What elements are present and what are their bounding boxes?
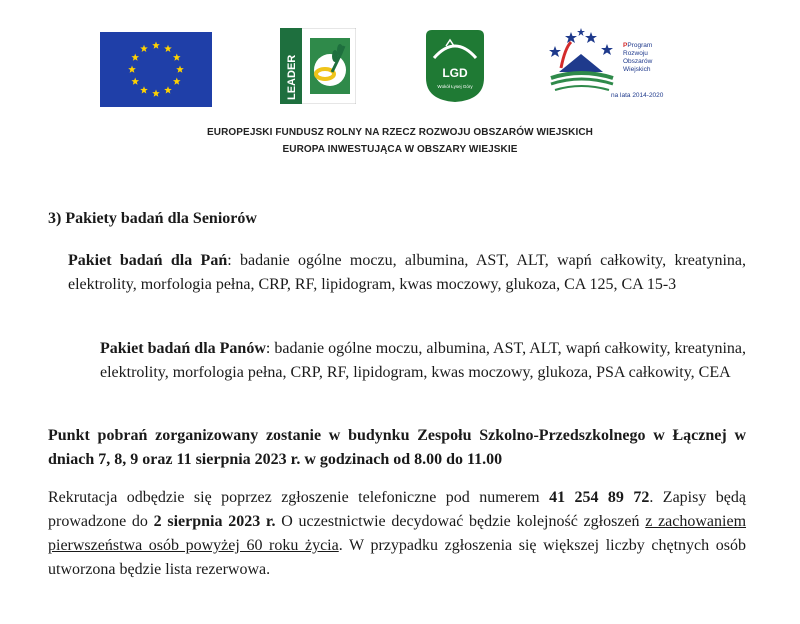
lgd-logo xyxy=(420,28,490,104)
recruitment-text-2: . Zapisy będą prowadzone do xyxy=(48,489,746,530)
section-title: 3) Pakiety badań dla Seniorów xyxy=(48,210,257,227)
fund-line-2: EUROPA INWESTUJĄCA W OBSZARY WIEJSKIE xyxy=(282,144,518,155)
location-notice: Punkt pobrań zorganizowany zostanie w budynku Zespołu Szkolno-Przedszkolnego w Łącznej w dniach 7, 8, 9 oraz 11 sierpnia 2023 r. w godzinach od 8.00 do 11.00 xyxy=(48,427,746,468)
leader-text: LEADER xyxy=(286,54,298,100)
recruitment-text-3: O uczestnictwie decydować będzie kolejność zgłoszeń xyxy=(275,513,646,530)
phone-number: 41 254 89 72 xyxy=(549,489,650,506)
women-package-text: : badanie ogólne moczu, albumina, AST, ALT, wapń całkowity, kreatynina, elektrolity, morfologia pełna, CRP, RF, lipidogram, kwas moczowy, glukoza, CA 125, CA 15-3 xyxy=(68,252,746,293)
prow-years: na lata 2014-2020 xyxy=(611,92,664,99)
men-package xyxy=(100,337,746,385)
recruitment-text-1: Rekrutacja odbędzie się poprzez zgłoszenie telefoniczne pod numerem xyxy=(48,489,550,506)
priority-note: z zachowaniem pierwszeństwa osób powyżej 60 roku życia xyxy=(48,513,747,554)
leader-logo xyxy=(280,28,356,104)
deadline-date: 2 sierpnia 2023 r. xyxy=(153,513,276,530)
recruitment-paragraph xyxy=(48,486,746,582)
recruitment-text-4: . W przypadku zgłoszenia się większej liczby chętnych osób utworzona będzie lista rezerwowa. xyxy=(48,537,746,578)
prow-line-3: Obszarów xyxy=(623,58,653,65)
lgd-text: LGD xyxy=(442,66,468,80)
prow-line-2: Rozwoju xyxy=(623,50,648,57)
prow-line-1: Program xyxy=(627,42,653,49)
lgd-caption: Wokół Łysej Góry xyxy=(437,84,473,89)
men-package-label: Pakiet badań dla Panów xyxy=(100,340,266,357)
fund-caption xyxy=(0,124,800,158)
prow-text: PProgram Rozwoju Obszarów Wiejskich xyxy=(623,42,653,73)
prow-emblem-icon xyxy=(541,28,623,98)
prow-logo xyxy=(541,28,691,108)
women-package-label: Pakiet badań dla Pań xyxy=(68,252,228,269)
fund-line-1: EUROPEJSKI FUNDUSZ ROLNY NA RZECZ ROZWOJU OBSZARÓW WIEJSKICH xyxy=(206,127,593,138)
prow-line-4: Wiejskich xyxy=(623,66,651,73)
men-package-text: : badanie ogólne moczu, albumina, AST, ALT, wapń całkowity, kreatynina, elektrolity, morfologia pełna, CRP, RF, lipidogram, kwas moczowy, glukoza, PSA całkowity, CEA xyxy=(100,340,746,381)
logo-bar xyxy=(0,22,800,112)
women-package xyxy=(68,249,746,297)
eu-flag-logo xyxy=(100,32,212,107)
